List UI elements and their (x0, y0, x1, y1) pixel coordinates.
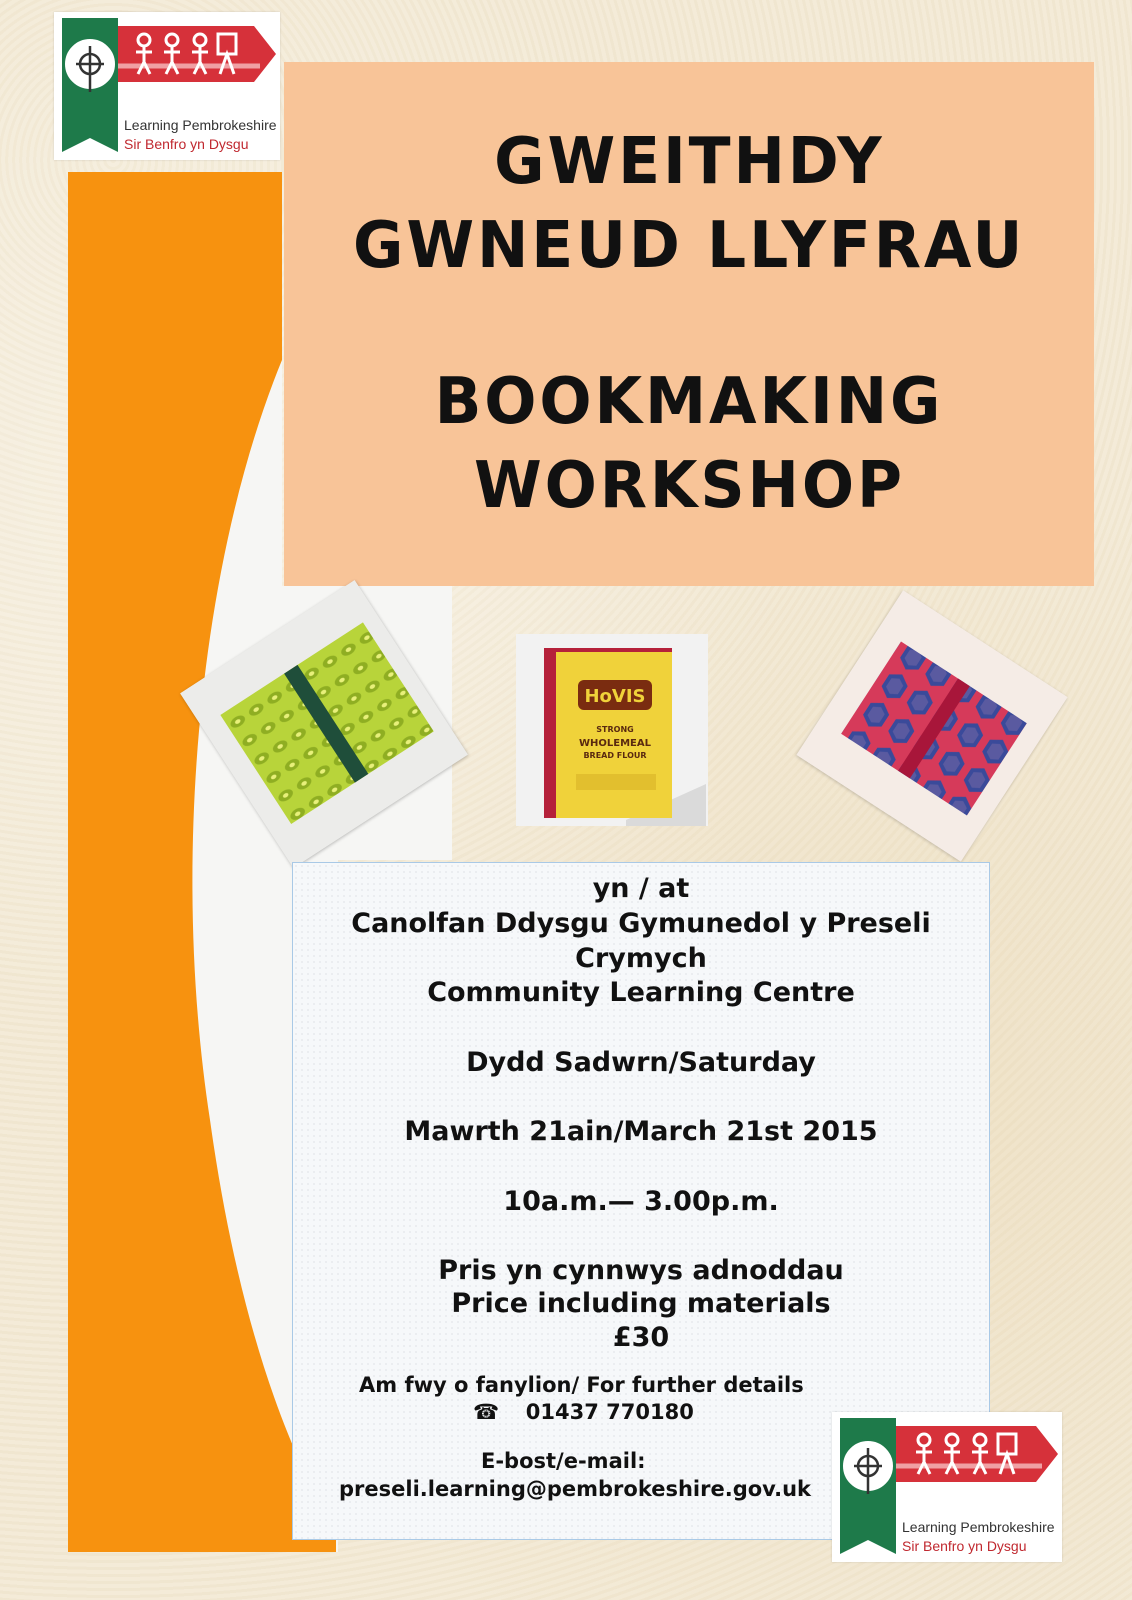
logo-line-english: Learning Pembrokeshire (902, 1519, 1055, 1535)
title-panel (284, 62, 1094, 586)
title-english-line-1: BOOKMAKING (434, 365, 944, 439)
title-english-line-2: WORKSHOP (473, 449, 905, 523)
event-date: Mawrth 21ain/March 21st 2015 (404, 1116, 878, 1147)
email-address[interactable]: preseli.learning@pembrokeshire.gov.uk (339, 1477, 812, 1501)
hovis-brand-text: HoVIS (584, 686, 646, 707)
price-welsh: Pris yn cynnwys adnoddau (438, 1255, 844, 1286)
phone-number[interactable]: 01437 770180 (525, 1400, 694, 1424)
email-label: E-bost/e-mail: (481, 1449, 646, 1473)
learning-pembrokeshire-logo-top (54, 12, 280, 160)
hovis-book-photo (516, 634, 708, 826)
further-details-label: Am fwy o fanylion/ For further details (359, 1373, 804, 1397)
hovis-line-2: WHOLEMEAL (579, 738, 651, 749)
event-time: 10a.m.— 3.00p.m. (503, 1186, 779, 1217)
venue-welsh: Canolfan Ddysgu Gymunedol y Preseli (351, 908, 931, 939)
hovis-line-3: BREAD FLOUR (583, 751, 647, 760)
title-welsh-line-1: GWEITHDY (493, 125, 885, 199)
title-welsh-line-2: GWNEUD LLYFRAU (352, 209, 1026, 283)
price-amount: £30 (612, 1322, 670, 1353)
phone-row (473, 1400, 694, 1424)
event-day: Dydd Sadwrn/Saturday (466, 1047, 816, 1078)
phone-icon: ☎ (473, 1400, 500, 1424)
logo-line-welsh: Sir Benfro yn Dysgu (124, 136, 249, 152)
hovis-line-1: STRONG (596, 725, 634, 734)
at-label: yn / at (592, 873, 690, 904)
price-english: Price including materials (451, 1288, 831, 1319)
venue-town: Crymych (575, 943, 707, 974)
logo-line-english: Learning Pembrokeshire (124, 117, 277, 133)
logo-line-welsh: Sir Benfro yn Dysgu (902, 1538, 1027, 1554)
learning-pembrokeshire-logo-bottom (832, 1412, 1062, 1562)
venue-english: Community Learning Centre (427, 977, 855, 1008)
